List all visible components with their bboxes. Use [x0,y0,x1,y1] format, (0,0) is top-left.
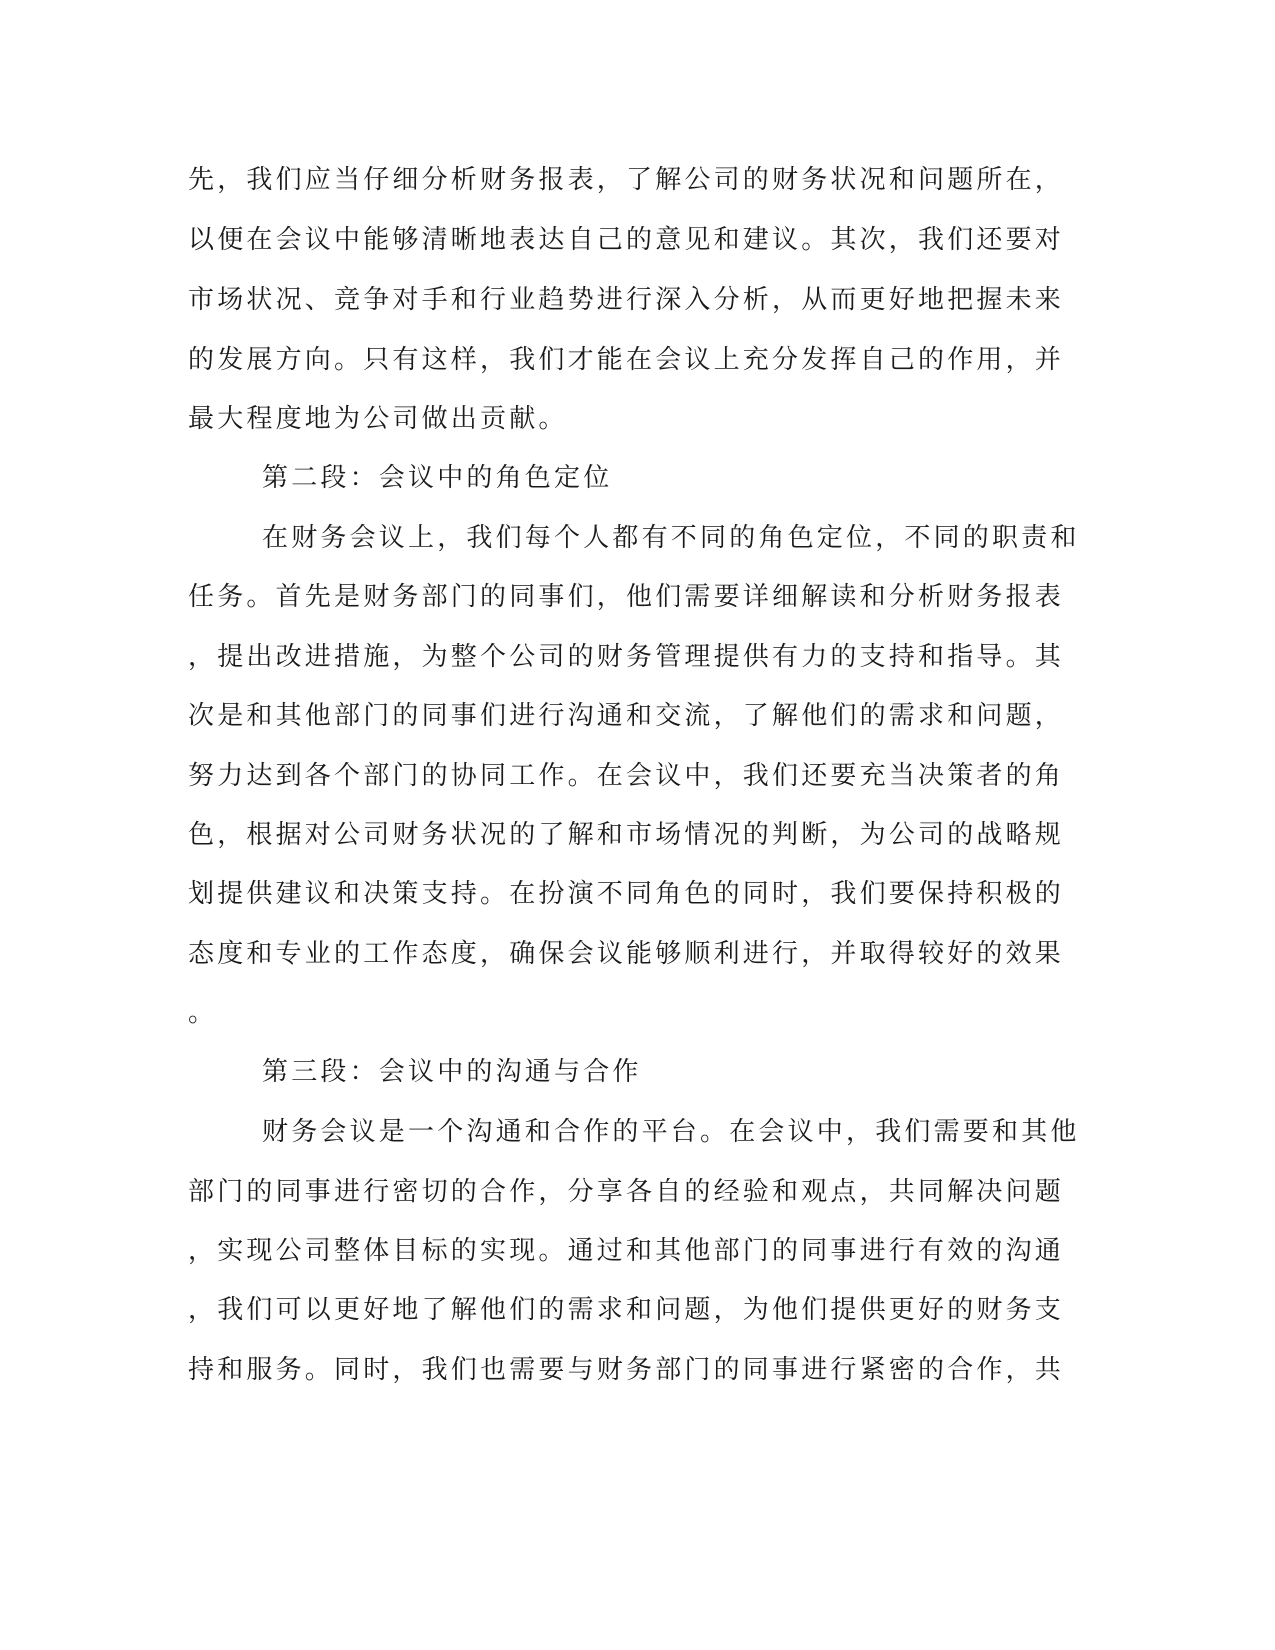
text-line: ，提出改进措施，为整个公司的财务管理提供有力的支持和指导。其 [188,642,1065,672]
text-line: 态度和专业的工作态度，确保会议能够顺利进行，并取得较好的效果 [188,939,1065,969]
section-heading: 第二段：会议中的角色定位 [262,463,613,493]
text-line: 的发展方向。只有这样，我们才能在会议上充分发挥自己的作用，并 [188,345,1065,375]
text-line: 努力达到各个部门的协同工作。在会议中，我们还要充当决策者的角 [188,761,1065,791]
text-line: 次是和其他部门的同事们进行沟通和交流，了解他们的需求和问题， [188,701,1065,731]
text-line: 市场状况、竞争对手和行业趋势进行深入分析，从而更好地把握未来 [188,285,1065,315]
text-line: 财务会议是一个沟通和合作的平台。在会议中，我们需要和其他 [262,1117,1080,1147]
section-heading: 第三段：会议中的沟通与合作 [262,1057,642,1087]
text-line: 先，我们应当仔细分析财务报表，了解公司的财务状况和问题所在， [188,165,1065,195]
text-line: 部门的同事进行密切的合作，分享各自的经验和观点，共同解决问题 [188,1177,1065,1207]
text-line: 划提供建议和决策支持。在扮演不同角色的同时，我们要保持积极的 [188,879,1065,909]
text-line: 在财务会议上，我们每个人都有不同的角色定位，不同的职责和 [262,523,1080,553]
text-line: ，实现公司整体目标的实现。通过和其他部门的同事进行有效的沟通 [188,1236,1065,1266]
text-line: 色，根据对公司财务状况的了解和市场情况的判断，为公司的战略规 [188,820,1065,850]
text-line: 。 [188,998,218,1028]
text-line: 任务。首先是财务部门的同事们，他们需要详细解读和分析财务报表 [188,582,1065,612]
text-line: 以便在会议中能够清晰地表达自己的意见和建议。其次，我们还要对 [188,225,1065,255]
text-line: 持和服务。同时，我们也需要与财务部门的同事进行紧密的合作，共 [188,1355,1065,1385]
text-line: 最大程度地为公司做出贡献。 [188,404,568,434]
text-line: ，我们可以更好地了解他们的需求和问题，为他们提供更好的财务支 [188,1295,1065,1325]
